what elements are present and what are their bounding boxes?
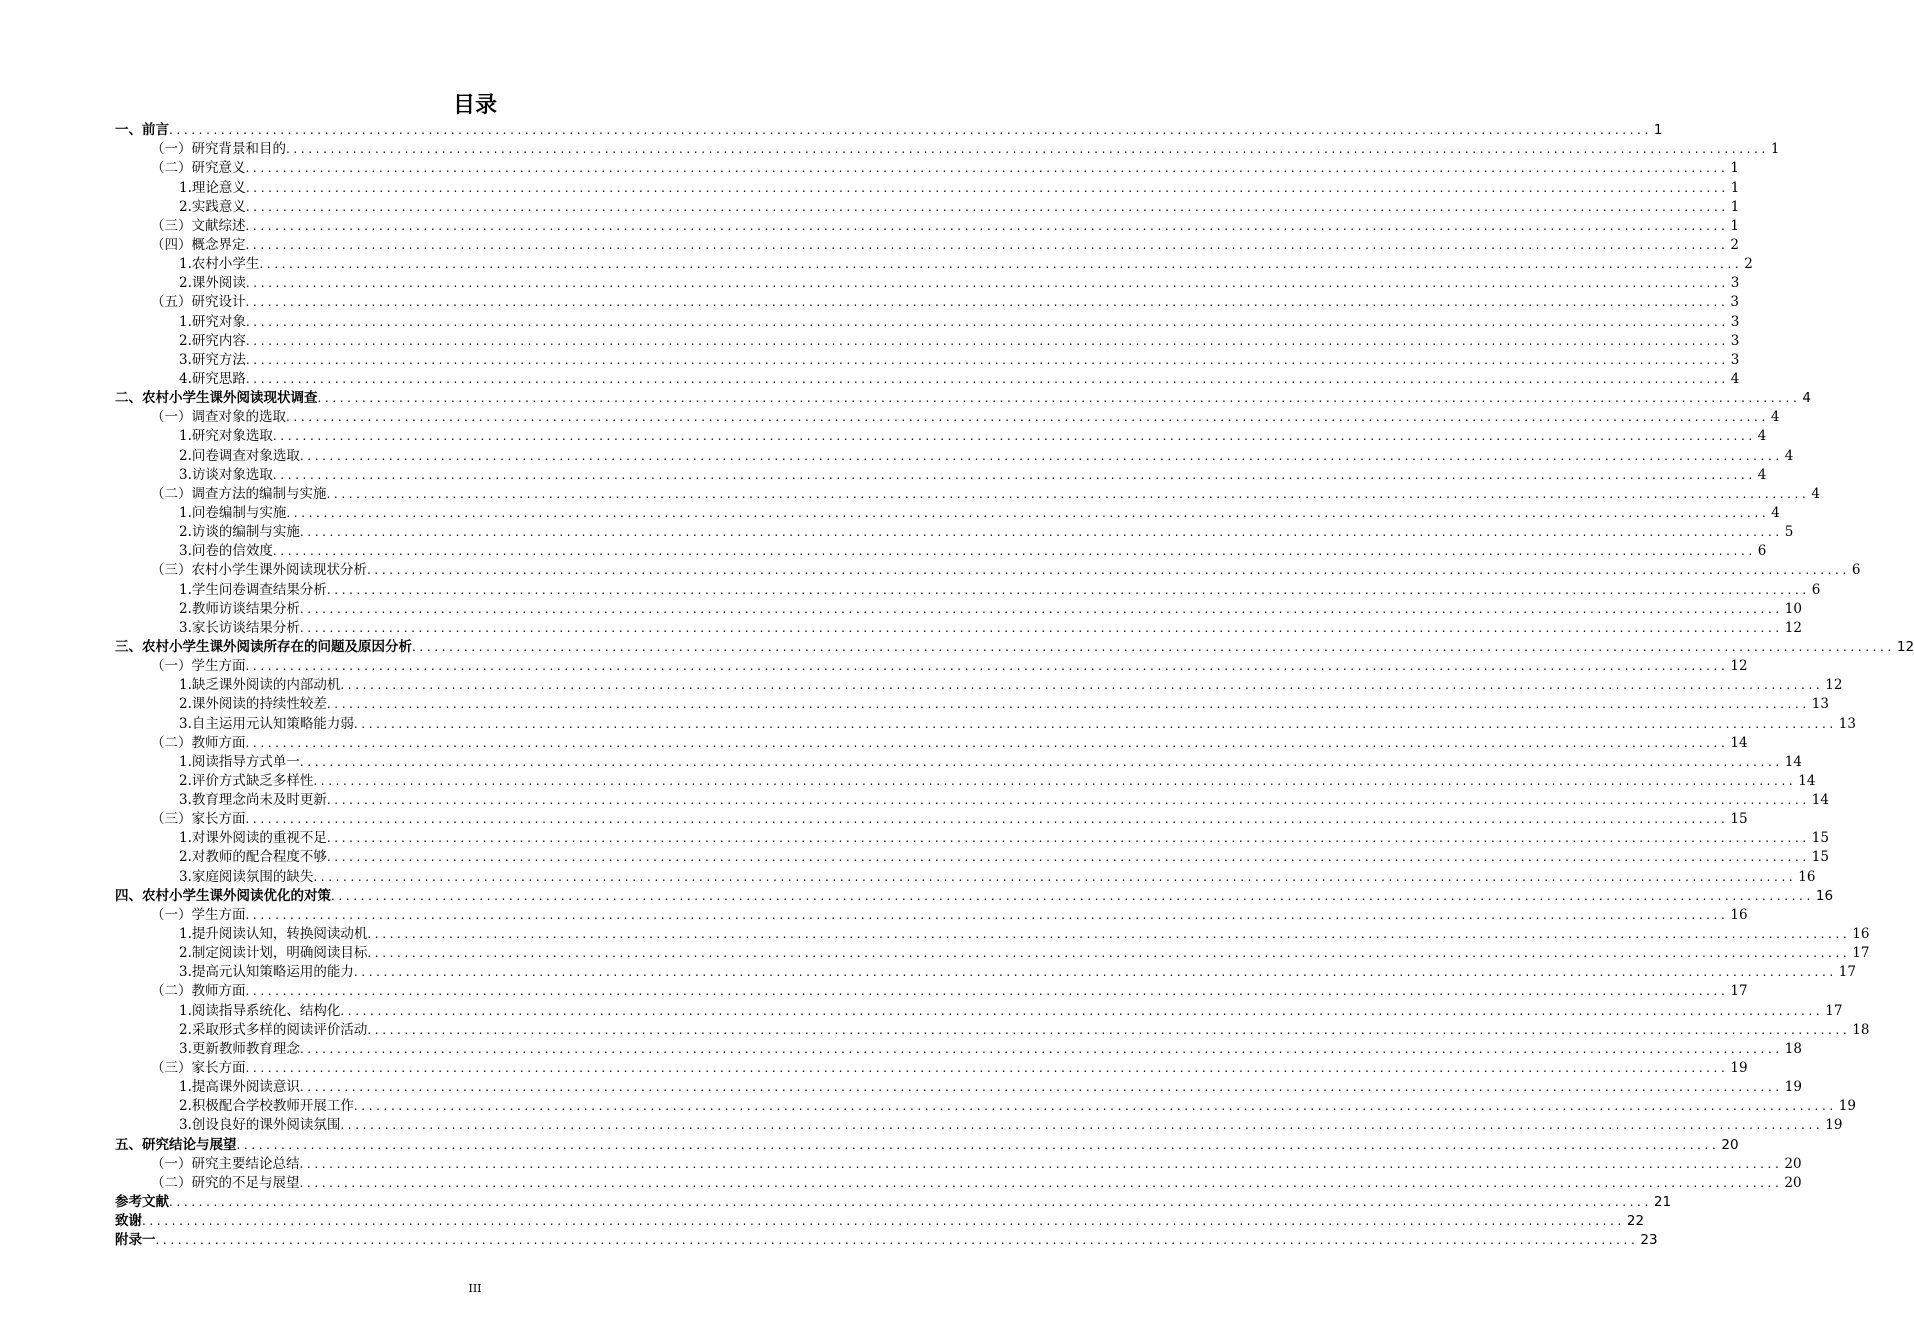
toc-entry[interactable] bbox=[115, 772, 1816, 791]
dot-leader: ........................................................................................................................................................................................................ bbox=[272, 467, 1756, 482]
toc-entry[interactable] bbox=[115, 1040, 1802, 1059]
toc-entry-page: 5 bbox=[1784, 524, 1794, 541]
toc-entry[interactable] bbox=[115, 408, 1780, 427]
toc-entry-page: 16 bbox=[1798, 868, 1816, 885]
dot-leader: ........................................................................................................................................................................................................ bbox=[340, 678, 1824, 693]
toc-entry-page: 12 bbox=[1896, 638, 1914, 655]
dot-leader: ........................................................................................................................................................................................................ bbox=[245, 237, 1729, 252]
dot-leader: ........................................................................................................................................................................................................ bbox=[272, 544, 1756, 559]
toc-entry-page: 6 bbox=[1757, 543, 1767, 560]
table-of-contents bbox=[115, 121, 1914, 1250]
toc-entry-title: （二）研究的不足与展望 bbox=[151, 1174, 300, 1191]
toc-entry[interactable] bbox=[115, 198, 1740, 217]
toc-entry-page: 17 bbox=[1730, 983, 1748, 1000]
toc-entry-title: 2.教师访谈结果分析 bbox=[179, 600, 300, 617]
toc-entry[interactable] bbox=[115, 1135, 1739, 1154]
toc-entry-page: 17 bbox=[1825, 1002, 1843, 1019]
toc-entry-page: 1 bbox=[1653, 122, 1663, 139]
toc-entry-page: 3 bbox=[1730, 313, 1740, 330]
toc-entry[interactable] bbox=[115, 236, 1739, 255]
dot-leader: ........................................................................................................................................................................................................ bbox=[272, 429, 1756, 444]
toc-entry[interactable] bbox=[115, 600, 1802, 619]
dot-leader: ........................................................................................................................................................................................................ bbox=[245, 659, 1729, 674]
dot-leader: ........................................................................................................................................................................................................ bbox=[245, 907, 1729, 922]
toc-entry[interactable] bbox=[115, 676, 1843, 695]
dot-leader: ........................................................................................................................................................................................................ bbox=[412, 639, 1895, 654]
toc-entry-title: （五）研究设计 bbox=[151, 294, 246, 311]
toc-entry-page: 18 bbox=[1852, 1021, 1870, 1038]
dot-leader: ........................................................................................................................................................................................................ bbox=[286, 505, 1770, 520]
toc-entry-page: 12 bbox=[1825, 677, 1843, 694]
dot-leader: ........................................................................................................................................................................................................ bbox=[245, 199, 1729, 214]
dot-leader: ........................................................................................................................................................................................................ bbox=[299, 754, 1783, 769]
dot-leader: ........................................................................................................................................................................................................ bbox=[245, 295, 1729, 310]
dot-leader: ........................................................................................................................................................................................................ bbox=[367, 946, 1851, 961]
toc-entry[interactable] bbox=[115, 848, 1829, 867]
toc-entry[interactable] bbox=[115, 312, 1740, 331]
toc-entry-title: （一）研究主要结论总结 bbox=[151, 1155, 300, 1172]
toc-entry-page: 2 bbox=[1730, 236, 1739, 253]
dot-leader: ........................................................................................................................................................................................................ bbox=[245, 180, 1729, 195]
toc-entry[interactable] bbox=[115, 274, 1740, 293]
toc-entry-page: 12 bbox=[1784, 619, 1802, 636]
dot-leader: ........................................................................................................................................................................................................ bbox=[326, 582, 1810, 597]
toc-entry-page: 4 bbox=[1811, 485, 1820, 502]
dot-leader: ........................................................................................................................................................................................................ bbox=[286, 410, 1769, 425]
toc-entry-page: 1 bbox=[1730, 160, 1739, 177]
toc-entry-title: 3.更新教师教育理念 bbox=[179, 1040, 300, 1057]
toc-entry-page: 2 bbox=[1744, 256, 1753, 273]
toc-entry[interactable] bbox=[115, 446, 1794, 465]
toc-entry-title: （三）家长方面 bbox=[151, 1060, 246, 1077]
toc-entry[interactable] bbox=[115, 427, 1767, 446]
toc-entry-page: 15 bbox=[1811, 830, 1829, 847]
dot-leader: ........................................................................................................................................................................................................ bbox=[245, 984, 1729, 999]
toc-entry-title: 3.教育理念尚未及时更新 bbox=[179, 792, 327, 809]
toc-entry[interactable] bbox=[115, 1212, 1645, 1231]
toc-entry[interactable] bbox=[115, 734, 1748, 753]
dot-leader: ........................................................................................................................................................................................................ bbox=[299, 601, 1783, 616]
dot-leader: ........................................................................................................................................................................................................ bbox=[353, 965, 1837, 980]
toc-entry-page: 3 bbox=[1730, 351, 1740, 368]
dot-leader: ........................................................................................................................................................................................................ bbox=[326, 486, 1810, 501]
toc-entry-page: 18 bbox=[1784, 1040, 1802, 1057]
dot-leader: ........................................................................................................................................................................................................ bbox=[142, 1214, 1625, 1229]
toc-entry-title: 4.研究思路 bbox=[179, 370, 246, 387]
toc-entry-title: 1.提高课外阅读意识 bbox=[179, 1079, 300, 1096]
toc-entry-title: 参考文献 bbox=[115, 1194, 169, 1211]
toc-entry-page: 1 bbox=[1730, 217, 1739, 234]
toc-entry-title: 3.自主运用元认知策略能力弱 bbox=[179, 715, 354, 732]
toc-entry-page: 4 bbox=[1757, 466, 1767, 483]
dot-leader: ........................................................................................................................................................................................................ bbox=[367, 1022, 1851, 1037]
toc-entry-page: 13 bbox=[1838, 715, 1856, 732]
toc-entry-page: 19 bbox=[1825, 1117, 1843, 1134]
toc-entry[interactable] bbox=[115, 657, 1748, 676]
dot-leader: ........................................................................................................................................................................................................ bbox=[317, 391, 1801, 406]
toc-entry-page: 4 bbox=[1771, 504, 1780, 521]
toc-entry[interactable] bbox=[115, 370, 1740, 389]
toc-entry-title: 2.实践意义 bbox=[179, 198, 246, 215]
page-title: 目录 bbox=[452, 93, 497, 118]
dot-leader: ........................................................................................................................................................................................................ bbox=[245, 218, 1729, 233]
toc-entry-title: 2.对教师的配合程度不够 bbox=[179, 849, 327, 866]
toc-entry-title: 1.阅读指导方式单一 bbox=[179, 753, 300, 770]
dot-leader: ........................................................................................................................................................................................................ bbox=[299, 1041, 1783, 1056]
toc-entry[interactable] bbox=[115, 255, 1753, 274]
toc-entry-page: 15 bbox=[1730, 811, 1748, 828]
toc-entry-page: 15 bbox=[1811, 849, 1829, 866]
toc-entry[interactable] bbox=[115, 580, 1821, 599]
toc-entry[interactable] bbox=[115, 1155, 1802, 1174]
toc-entry[interactable] bbox=[115, 332, 1740, 351]
toc-entry-title: 3.家长访谈结果分析 bbox=[179, 619, 300, 636]
toc-entry-title: 附录一 bbox=[115, 1232, 156, 1249]
dot-leader: ........................................................................................................................................................................................................ bbox=[299, 1156, 1783, 1171]
toc-entry-page: 4 bbox=[1757, 428, 1767, 445]
toc-entry-title: （一）调查对象的选取 bbox=[151, 409, 286, 426]
toc-entry[interactable] bbox=[115, 829, 1829, 848]
toc-entry[interactable] bbox=[115, 542, 1767, 561]
toc-entry[interactable] bbox=[115, 1059, 1748, 1078]
toc-entry[interactable] bbox=[115, 695, 1829, 714]
toc-entry[interactable] bbox=[115, 906, 1748, 925]
toc-entry-title: 2.评价方式缺乏多样性 bbox=[179, 772, 314, 789]
toc-entry[interactable] bbox=[115, 887, 1834, 906]
dot-leader: ........................................................................................................................................................................................................ bbox=[155, 1233, 1639, 1248]
dot-leader: ........................................................................................................................................................................................................ bbox=[169, 1195, 1652, 1210]
toc-entry-page: 14 bbox=[1811, 792, 1829, 809]
toc-entry-title: 二、农村小学生课外阅读现状调查 bbox=[115, 390, 318, 407]
dot-leader: ........................................................................................................................................................................................................ bbox=[326, 697, 1810, 712]
dot-leader: ........................................................................................................................................................................................................ bbox=[169, 123, 1652, 138]
toc-entry[interactable] bbox=[115, 217, 1739, 236]
toc-entry-title: 一、前言 bbox=[115, 122, 169, 139]
toc-entry-title: （一）学生方面 bbox=[151, 658, 246, 675]
toc-entry-title: （三）家长方面 bbox=[151, 811, 246, 828]
toc-entry-title: 3.问卷的信效度 bbox=[179, 543, 273, 560]
toc-entry-page: 20 bbox=[1784, 1155, 1802, 1172]
toc-entry[interactable] bbox=[115, 504, 1780, 523]
toc-entry-page: 20 bbox=[1721, 1136, 1739, 1153]
dot-leader: ........................................................................................................................................................................................................ bbox=[236, 1137, 1720, 1152]
toc-entry-title: 3.创设良好的课外阅读氛围 bbox=[179, 1117, 341, 1134]
toc-entry[interactable] bbox=[115, 351, 1740, 370]
toc-entry[interactable] bbox=[115, 466, 1767, 485]
toc-entry-page: 21 bbox=[1653, 1194, 1672, 1211]
toc-entry[interactable] bbox=[115, 944, 1870, 963]
dot-leader: ........................................................................................................................................................................................................ bbox=[245, 371, 1729, 386]
dot-leader: ........................................................................................................................................................................................................ bbox=[367, 563, 1850, 578]
toc-entry-title: 五、研究结论与展望 bbox=[115, 1136, 237, 1153]
toc-entry-title: （二）教师方面 bbox=[151, 734, 246, 751]
dot-leader: ........................................................................................................................................................................................................ bbox=[245, 276, 1729, 291]
toc-entry[interactable] bbox=[115, 619, 1802, 638]
toc-entry-title: （二）教师方面 bbox=[151, 983, 246, 1000]
toc-entry-page: 16 bbox=[1852, 926, 1870, 943]
dot-leader: ........................................................................................................................................................................................................ bbox=[299, 525, 1783, 540]
dot-leader: ........................................................................................................................................................................................................ bbox=[326, 831, 1810, 846]
dot-leader: ........................................................................................................................................................................................................ bbox=[245, 812, 1729, 827]
toc-entry-page: 4 bbox=[1802, 390, 1811, 407]
toc-entry-page: 20 bbox=[1784, 1174, 1802, 1191]
dot-leader: ........................................................................................................................................................................................................ bbox=[245, 352, 1729, 367]
toc-entry-title: 1.缺乏课外阅读的内部动机 bbox=[179, 677, 341, 694]
toc-entry-page: 19 bbox=[1784, 1079, 1802, 1096]
toc-entry-page: 17 bbox=[1852, 945, 1870, 962]
toc-entry[interactable] bbox=[115, 638, 1914, 657]
dot-leader: ........................................................................................................................................................................................................ bbox=[331, 888, 1814, 903]
toc-entry-title: 1.农村小学生 bbox=[179, 256, 260, 273]
dot-leader: ........................................................................................................................................................................................................ bbox=[245, 735, 1729, 750]
toc-entry-title: 3.访谈对象选取 bbox=[179, 466, 273, 483]
toc-entry[interactable] bbox=[115, 1193, 1672, 1212]
dot-leader: ........................................................................................................................................................................................................ bbox=[340, 1118, 1824, 1133]
toc-entry-title: 致谢 bbox=[115, 1213, 142, 1230]
dot-leader: ........................................................................................................................................................................................................ bbox=[326, 850, 1810, 865]
toc-entry-title: （一）学生方面 bbox=[151, 906, 246, 923]
dot-leader: ........................................................................................................................................................................................................ bbox=[367, 927, 1851, 942]
toc-entry-title: 1.理论意义 bbox=[179, 179, 246, 196]
toc-entry-page: 4 bbox=[1770, 409, 1780, 426]
dot-leader: ........................................................................................................................................................................................................ bbox=[313, 869, 1797, 884]
toc-entry-page: 17 bbox=[1838, 964, 1856, 981]
dot-leader: ........................................................................................................................................................................................................ bbox=[353, 716, 1837, 731]
toc-entry-title: 2.问卷调查对象选取 bbox=[179, 447, 300, 464]
toc-entry-title: （二）研究意义 bbox=[151, 160, 246, 177]
toc-entry[interactable] bbox=[115, 159, 1739, 178]
toc-entry[interactable] bbox=[115, 523, 1794, 542]
toc-entry-title: （二）调查方法的编制与实施 bbox=[151, 485, 327, 502]
toc-entry[interactable] bbox=[115, 1021, 1870, 1040]
dot-leader: ........................................................................................................................................................................................................ bbox=[286, 142, 1769, 157]
toc-entry[interactable] bbox=[115, 791, 1829, 810]
toc-entry-page: 3 bbox=[1730, 332, 1740, 349]
toc-entry-title: （三）农村小学生课外阅读现状分析 bbox=[151, 562, 367, 579]
toc-entry-page: 16 bbox=[1815, 887, 1834, 904]
toc-entry-title: 2.课外阅读 bbox=[179, 275, 246, 292]
toc-entry[interactable] bbox=[115, 1174, 1802, 1193]
toc-entry-page: 12 bbox=[1730, 658, 1748, 675]
dot-leader: ........................................................................................................................................................................................................ bbox=[353, 1099, 1837, 1114]
toc-entry[interactable] bbox=[115, 925, 1870, 944]
toc-entry-page: 19 bbox=[1838, 1098, 1856, 1115]
toc-entry-page: 3 bbox=[1730, 275, 1740, 292]
page-number: III bbox=[468, 1282, 482, 1295]
toc-entry-page: 22 bbox=[1626, 1213, 1645, 1230]
dot-leader: ........................................................................................................................................................................................................ bbox=[299, 1175, 1783, 1190]
toc-entry-title: 2.积极配合学校教师开展工作 bbox=[179, 1098, 354, 1115]
dot-leader: ........................................................................................................................................................................................................ bbox=[259, 257, 1743, 272]
toc-entry[interactable] bbox=[115, 963, 1856, 982]
toc-entry-page: 16 bbox=[1730, 906, 1748, 923]
toc-entry-title: 1.阅读指导系统化、结构化 bbox=[179, 1002, 341, 1019]
toc-entry[interactable] bbox=[115, 389, 1811, 408]
toc-entry[interactable] bbox=[115, 121, 1663, 140]
toc-entry[interactable] bbox=[115, 485, 1820, 504]
toc-entry[interactable] bbox=[115, 561, 1861, 580]
toc-entry-title: 3.提高元认知策略运用的能力 bbox=[179, 964, 354, 981]
dot-leader: ........................................................................................................................................................................................................ bbox=[313, 773, 1797, 788]
toc-entry[interactable] bbox=[115, 1078, 1802, 1097]
toc-entry[interactable] bbox=[115, 714, 1856, 733]
dot-leader: ........................................................................................................................................................................................................ bbox=[326, 793, 1810, 808]
toc-entry-title: 1.研究对象选取 bbox=[179, 428, 273, 445]
dot-leader: ........................................................................................................................................................................................................ bbox=[299, 1080, 1783, 1095]
toc-entry-page: 10 bbox=[1784, 600, 1802, 617]
toc-entry[interactable] bbox=[115, 753, 1802, 772]
toc-entry-title: （一）研究背景和目的 bbox=[151, 141, 286, 158]
dot-leader: ........................................................................................................................................................................................................ bbox=[245, 333, 1729, 348]
toc-entry-page: 14 bbox=[1798, 772, 1816, 789]
toc-entry[interactable] bbox=[115, 178, 1740, 197]
toc-entry-page: 1 bbox=[1770, 141, 1780, 158]
toc-entry-page: 4 bbox=[1784, 447, 1794, 464]
toc-entry-title: 1.对课外阅读的重视不足 bbox=[179, 830, 327, 847]
toc-entry-page: 23 bbox=[1640, 1232, 1658, 1249]
toc-entry-title: 四、农村小学生课外阅读优化的对策 bbox=[115, 887, 331, 904]
dot-leader: ........................................................................................................................................................................................................ bbox=[245, 1061, 1729, 1076]
toc-entry-page: 14 bbox=[1784, 753, 1802, 770]
toc-entry[interactable] bbox=[115, 1116, 1843, 1135]
toc-entry-page: 6 bbox=[1851, 562, 1861, 579]
toc-entry[interactable] bbox=[115, 810, 1748, 829]
toc-entry-page: 3 bbox=[1730, 294, 1739, 311]
toc-entry[interactable] bbox=[115, 1097, 1856, 1116]
toc-entry-title: 1.学生问卷调查结果分析 bbox=[179, 581, 327, 598]
toc-entry-title: 2.课外阅读的持续性较差 bbox=[179, 696, 327, 713]
toc-entry-page: 19 bbox=[1730, 1060, 1748, 1077]
toc-entry-page: 4 bbox=[1730, 370, 1740, 387]
toc-entry-title: 2.访谈的编制与实施 bbox=[179, 524, 300, 541]
toc-entry-title: 2.制定阅读计划，明确阅读目标 bbox=[179, 945, 368, 962]
dot-leader: ........................................................................................................................................................................................................ bbox=[299, 448, 1783, 463]
toc-entry-title: （四）概念界定 bbox=[151, 236, 246, 253]
dot-leader: ........................................................................................................................................................................................................ bbox=[299, 620, 1783, 635]
toc-entry[interactable] bbox=[115, 140, 1780, 159]
toc-entry-title: 3.家庭阅读氛围的缺失 bbox=[179, 868, 314, 885]
toc-entry-page: 6 bbox=[1811, 581, 1821, 598]
toc-entry-title: 1.问卷编制与实施 bbox=[179, 504, 287, 521]
dot-leader: ........................................................................................................................................................................................................ bbox=[340, 1003, 1824, 1018]
toc-entry-title: 3.研究方法 bbox=[179, 351, 246, 368]
dot-leader: ........................................................................................................................................................................................................ bbox=[245, 314, 1729, 329]
toc-entry-title: 1.研究对象 bbox=[179, 313, 246, 330]
toc-entry-title: 1.提升阅读认知，转换阅读动机 bbox=[179, 926, 368, 943]
toc-entry-page: 1 bbox=[1730, 179, 1740, 196]
toc-entry-page: 13 bbox=[1811, 696, 1829, 713]
toc-entry[interactable] bbox=[115, 867, 1816, 886]
dot-leader: ........................................................................................................................................................................................................ bbox=[245, 161, 1729, 176]
toc-entry-page: 14 bbox=[1730, 734, 1748, 751]
toc-entry-title: 三、农村小学生课外阅读所存在的问题及原因分析 bbox=[115, 638, 412, 655]
toc-entry-title: 2.采取形式多样的阅读评价活动 bbox=[179, 1021, 368, 1038]
toc-entry-title: （三）文献综述 bbox=[151, 217, 246, 234]
toc-entry[interactable] bbox=[115, 1001, 1843, 1020]
toc-entry[interactable] bbox=[115, 293, 1739, 312]
toc-entry-title: 2.研究内容 bbox=[179, 332, 246, 349]
toc-entry-page: 1 bbox=[1730, 198, 1740, 215]
toc-entry[interactable] bbox=[115, 1231, 1658, 1250]
toc-entry[interactable] bbox=[115, 982, 1748, 1001]
